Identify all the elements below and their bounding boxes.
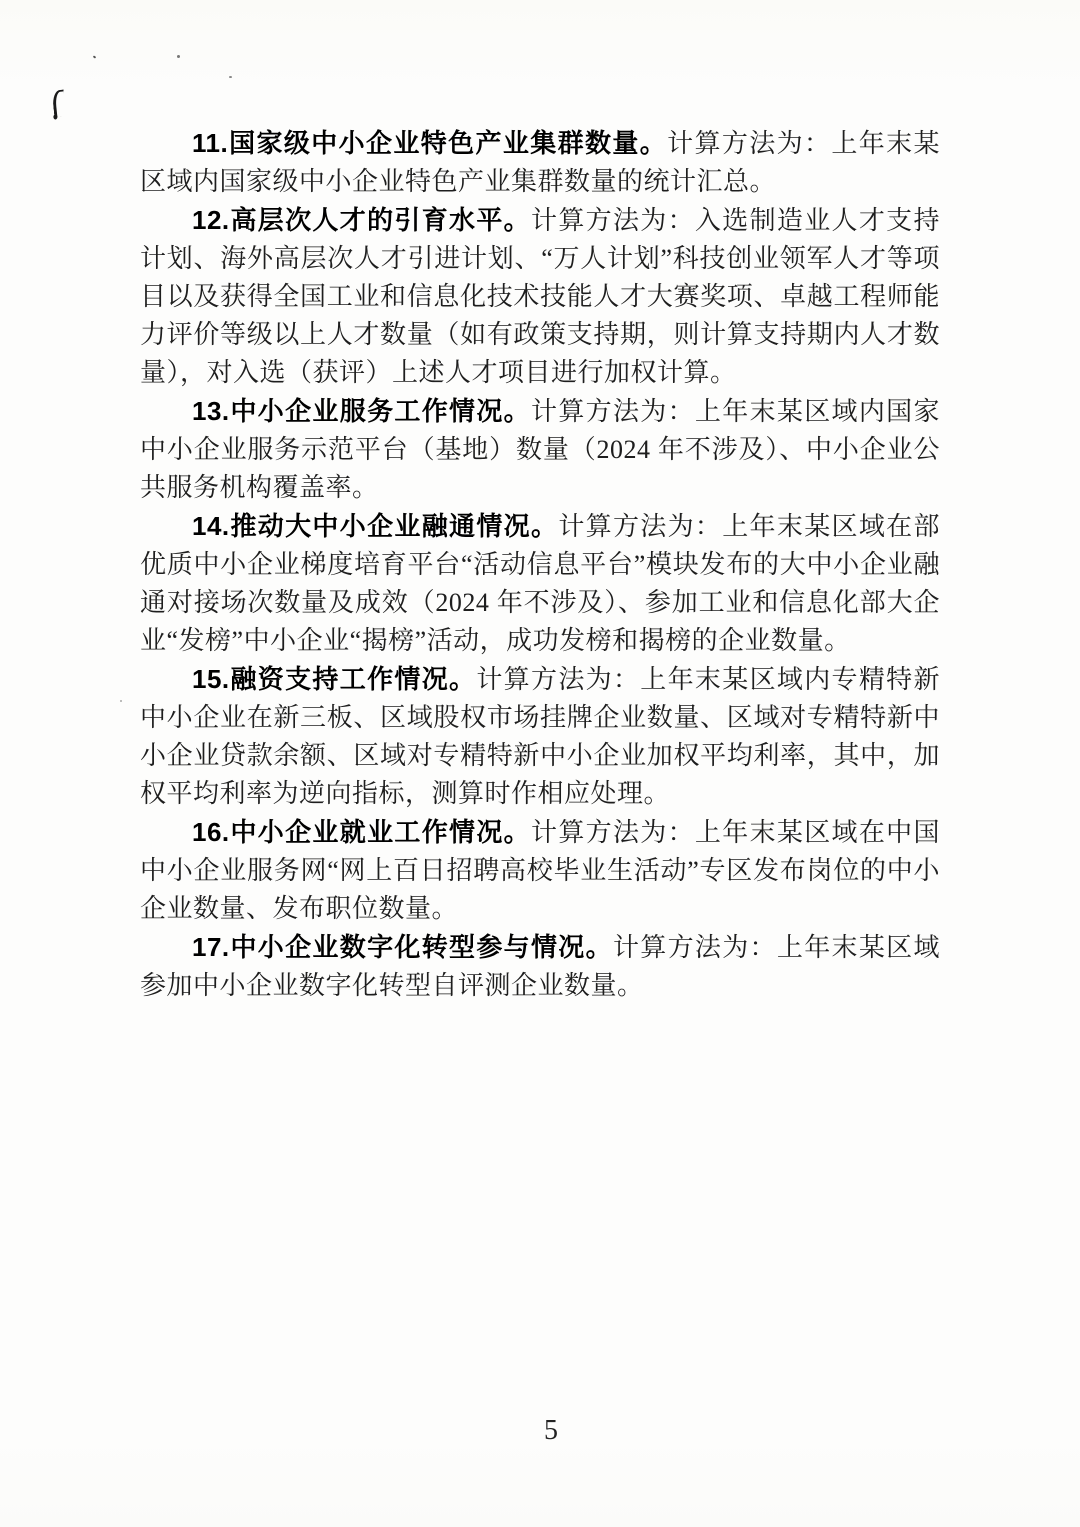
- item-16-heading: 16.中小企业就业工作情况。: [192, 817, 531, 847]
- indicator-item-14: [140, 507, 940, 660]
- item-17-body: 计算方法为：上年末某区域参加中小企业数字化转型自评测企业数量。: [140, 933, 940, 1000]
- item-15-heading: 15.融资支持工作情况。: [192, 664, 477, 694]
- item-14-heading: 14.推动大中小企业融通情况。: [192, 511, 559, 541]
- ink-smudge-artifact: [52, 89, 67, 117]
- indicator-item-17: [140, 928, 940, 1005]
- indicator-item-11: [140, 124, 940, 201]
- item-13-body: 计算方法为：上年末某区域内国家中小企业服务示范平台（基地）数量（2024 年不涉及）、中小企业公共服务机构覆盖率。: [140, 397, 940, 502]
- scan-speck: [120, 700, 122, 702]
- document-body: [140, 124, 940, 1005]
- indicator-item-16: [140, 813, 940, 928]
- scan-speck: [229, 76, 232, 78]
- item-15-body: 计算方法为：上年末某区域内专精特新中小企业在新三板、区域股权市场挂牌企业数量、区域对专精特新中小企业贷款余额、区域对专精特新中小企业加权平均利率，其中，加权平均利率为逆向指标，测算时作相应处理。: [140, 665, 940, 808]
- item-17-heading: 17.中小企业数字化转型参与情况。: [192, 932, 613, 962]
- page-number: 5: [544, 1415, 558, 1446]
- item-12-body: 计算方法为：入选制造业人才支持计划、海外高层次人才引进计划、“万人计划”科技创业领军人才等项目以及获得全国工业和信息化技术技能人才大赛奖项、卓越工程师能力评价等级以上人才数量（如有政策支持期，则计算支持期内人才数量），对入选（获评）上述人才项目进行加权计算。: [140, 206, 940, 387]
- scan-speck: [93, 55, 97, 58]
- item-16-body: 计算方法为：上年末某区域在中国中小企业服务网“网上百日招聘高校毕业生活动”专区发布岗位的中小企业数量、发布职位数量。: [140, 818, 940, 923]
- item-12-heading: 12.高层次人才的引育水平。: [192, 205, 531, 235]
- indicator-item-12: [140, 201, 940, 392]
- indicator-item-15: [140, 660, 940, 813]
- item-13-heading: 13.中小企业服务工作情况。: [192, 396, 531, 426]
- item-11-heading: 11.国家级中小企业特色产业集群数量。: [192, 128, 668, 158]
- scan-speck: [177, 55, 180, 58]
- indicator-item-13: [140, 392, 940, 507]
- item-11-body: 计算方法为：上年末某区域内国家级中小企业特色产业集群数量的统计汇总。: [140, 129, 940, 196]
- item-14-body: 计算方法为：上年末某区域在部优质中小企业梯度培育平台“活动信息平台”模块发布的大中小企业融通对接场次数量及成效（2024 年不涉及）、参加工业和信息化部大企业“发榜”中小企业“揭榜”活动，成功发榜和揭榜的企业数量。: [140, 512, 940, 655]
